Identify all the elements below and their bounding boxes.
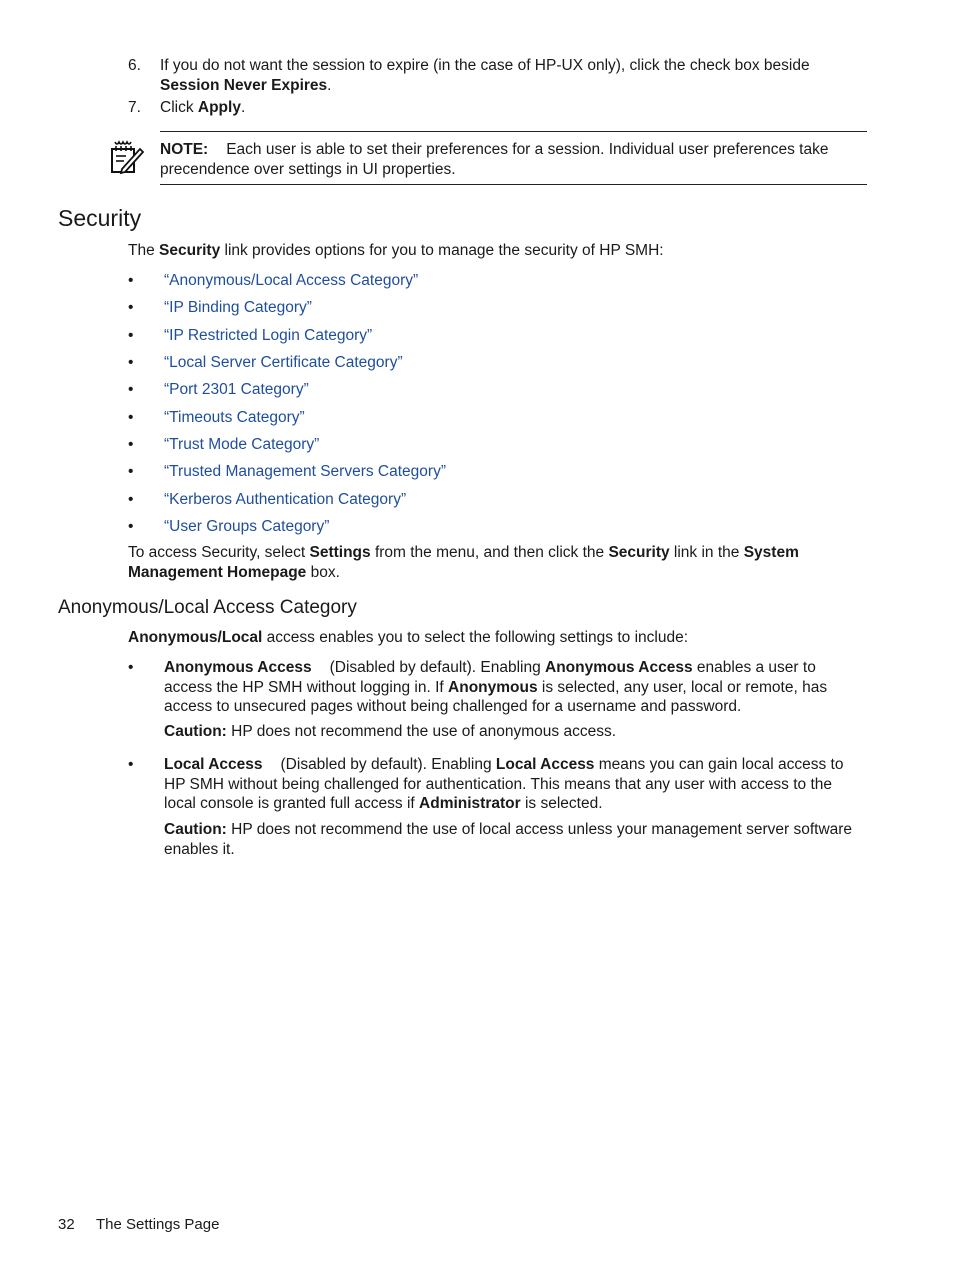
- link-user-groups[interactable]: “User Groups Category”: [164, 518, 330, 535]
- link-trust-mode[interactable]: “Trust Mode Category”: [164, 436, 320, 453]
- bullet: •: [128, 659, 134, 676]
- anonymous-access-item: Anonymous Access (Disabled by default). Enabling Anonymous Access enables a user to access the HP SMH without logging in. If Anonymous is selected, any user, local or remote, has access to unsecured pages without being challenged for a username and password.: [164, 659, 828, 715]
- bullet: •: [128, 381, 134, 398]
- link-ip-binding[interactable]: “IP Binding Category”: [164, 299, 312, 316]
- bullet: •: [128, 299, 134, 316]
- local-access-caution: Caution: HP does not recommend the use of local access unless your management server software enables it.: [164, 821, 853, 858]
- link-port-2301[interactable]: “Port 2301 Category”: [164, 381, 309, 398]
- link-ip-restricted-login[interactable]: “IP Restricted Login Category”: [164, 327, 373, 344]
- link-local-server-certificate[interactable]: “Local Server Certificate Category”: [164, 354, 403, 371]
- local-access-item: Local Access (Disabled by default). Enabling Local Access means you can gain local access to HP SMH without being challenged for authentication. This means that any user with access to the local console is granted full access if Administrator is selected.: [164, 756, 844, 812]
- step-6-text: If you do not want the session to expire (in the case of HP-UX only), click the check box beside Session Never Expires.: [160, 57, 810, 94]
- security-intro: The Security link provides options for you to manage the security of HP SMH:: [128, 242, 664, 259]
- note-label: NOTE:: [160, 141, 209, 158]
- bullet: •: [128, 756, 134, 773]
- bullet: •: [128, 409, 134, 426]
- security-access-instructions: To access Security, select Settings from the menu, and then click the Security link in the System Management Homepage box.: [128, 544, 799, 581]
- bullet: •: [128, 518, 134, 535]
- note-box: [160, 131, 867, 185]
- anonymous-access-caution: Caution: HP does not recommend the use of anonymous access.: [164, 723, 617, 740]
- link-anonymous-local-access[interactable]: “Anonymous/Local Access Category”: [164, 272, 419, 289]
- bullet: •: [128, 491, 134, 508]
- step-7-text: Click Apply.: [160, 99, 246, 116]
- note-icon: [110, 139, 144, 175]
- link-timeouts[interactable]: “Timeouts Category”: [164, 409, 305, 426]
- bullet: •: [128, 272, 134, 289]
- security-heading: Security: [58, 205, 142, 231]
- page-number: 32: [58, 1216, 75, 1233]
- step-number: 7.: [128, 99, 141, 116]
- link-kerberos-authentication[interactable]: “Kerberos Authentication Category”: [164, 491, 407, 508]
- step-number: 6.: [128, 57, 141, 74]
- bullet: •: [128, 463, 134, 480]
- link-trusted-management-servers[interactable]: “Trusted Management Servers Category”: [164, 463, 446, 480]
- anonymous-local-intro: Anonymous/Local access enables you to select the following settings to include:: [128, 629, 688, 646]
- footer-section-title: The Settings Page: [96, 1216, 220, 1233]
- bullet: •: [128, 354, 134, 371]
- bullet: •: [128, 327, 134, 344]
- anonymous-local-heading: Anonymous/Local Access Category: [58, 597, 357, 618]
- note-text: NOTE: Each user is able to set their preferences for a session. Individual user preferences take precendence over settings in UI properties.: [160, 141, 829, 178]
- bullet: •: [128, 436, 134, 453]
